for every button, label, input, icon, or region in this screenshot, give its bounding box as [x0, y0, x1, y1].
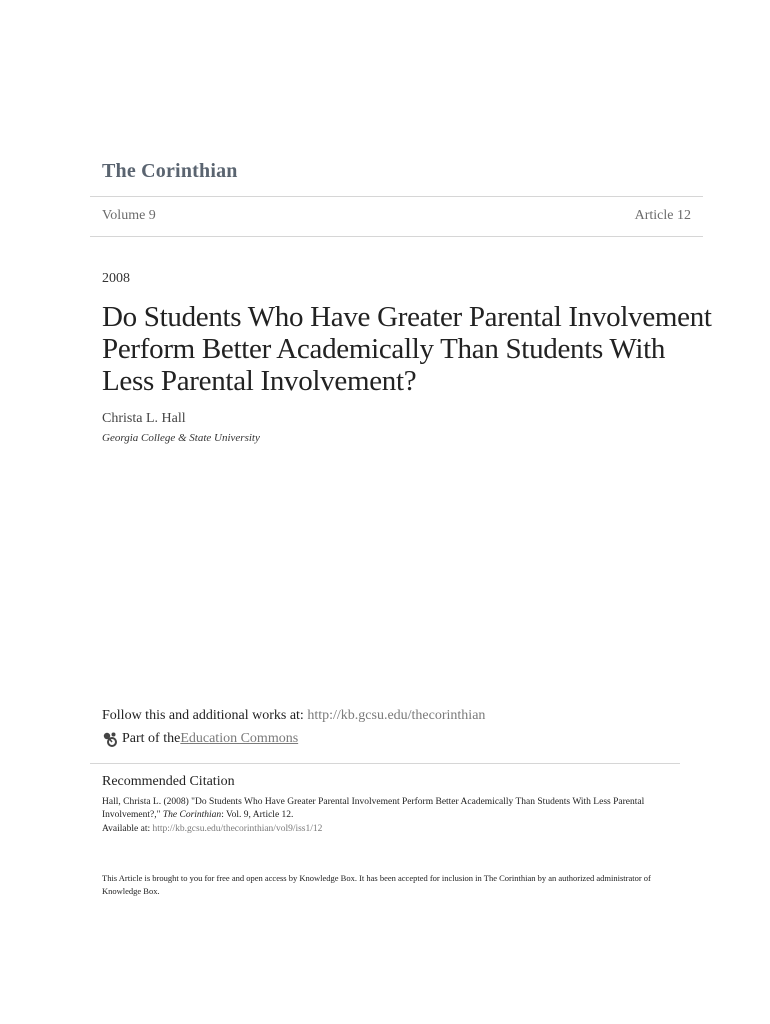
available-at-line [102, 824, 322, 834]
article-number: Article 12 [634, 208, 691, 223]
network-icon [102, 731, 118, 747]
citation-journal: The Corinthian [162, 810, 222, 820]
available-link[interactable]: http://kb.gcsu.edu/thecorinthian/vol9/iss1/12 [152, 824, 323, 834]
follow-label: Follow this and additional works at: [102, 708, 308, 723]
follow-line [102, 708, 485, 724]
citation-text [102, 796, 702, 822]
divider-bottom [90, 236, 703, 237]
author-name: Christa L. Hall [102, 411, 186, 426]
article-title: Do Students Who Have Greater Parental Involvement Perform Better Academically Than Students With Less Parental Involvement? [102, 301, 712, 397]
volume-label: Volume 9 [102, 208, 156, 223]
divider-top [90, 196, 703, 197]
recommended-citation-heading: Recommended Citation [102, 774, 235, 789]
follow-link[interactable]: http://kb.gcsu.edu/thecorinthian [307, 708, 486, 723]
divider-citation [90, 763, 680, 764]
education-commons-link[interactable]: Education Commons [180, 731, 299, 746]
access-note: This Article is brought to you for free and open access by Knowledge Box. It has been accepted for inclusion in The Corinthian by an authorized administrator of Knowledge Box. [102, 873, 651, 896]
part-of-label: Part of the [122, 731, 181, 746]
available-label: Available at: [102, 824, 153, 834]
publication-year: 2008 [102, 271, 130, 286]
part-of-line [102, 731, 298, 747]
citation-body: Hall, Christa L. (2008) "Do Students Who Have Greater Parental Involvement Perform Better Academically Than Students With Less Parental Involvement?," [102, 797, 645, 820]
journal-title: The Corinthian [102, 160, 238, 182]
citation-volume: : Vol. 9, Article 12. [221, 810, 294, 820]
author-affiliation: Georgia College & State University [102, 432, 260, 444]
